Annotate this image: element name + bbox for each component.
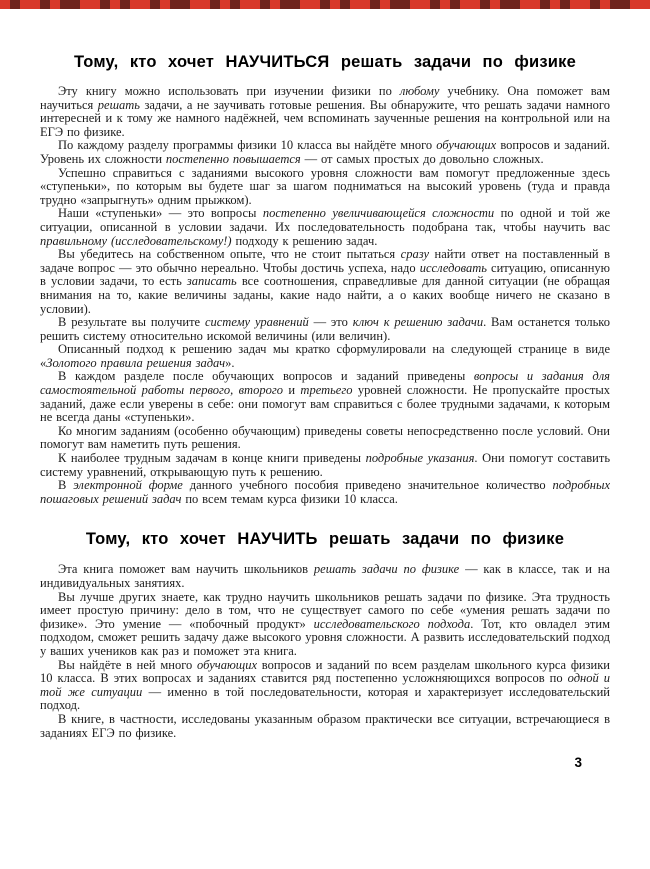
paragraph: К наиболее трудным задачам в конце книги приведены подробные указания. Они помогут составить систему уравнений, открывающую путь к решению. (40, 451, 611, 479)
section2-heading: Тому, кто хочет НАУЧИТЬ решать задачи по физике (85, 530, 565, 549)
checker-square (610, 0, 620, 9)
paragraph: Описанный подход к решению задач мы кратко сформулировали на следующей странице в виде «Золотого правила решения задач». (40, 342, 610, 370)
paragraph: Эту книгу можно использовать при изучении физики по любому учебнику. Она поможет вам научиться решать задачи, а не заучивать готовые решения. Вы обнаружите, что решать задачи намного интересней и к тому же намного надёжней, чем вспоминать заученные решения на контрольной или на ЕГЭ по физике. (40, 84, 610, 139)
paragraph: Вы найдёте в ней много обучающих вопросов и заданий по всем разделам школьного курса физики 10 класса. В этих вопросах и заданиях ставится ряд постепенно усложняющихся вопросов по одной и той же ситуации — именно в той последовательности, которая и характеризует исследовательский подход. (40, 657, 610, 713)
paragraph: По каждому разделу программы физики 10 класса вы найдёте много обучающих вопросов и заданий. Уровень их сложности постепенно повышается — от самых простых до довольно сложных. (40, 138, 611, 166)
section2-paragraphs (40, 563, 610, 740)
paragraph: Ко многим заданиям (особенно обучающим) приведены советы непосредственно после условий. Они помогут вам наметить путь решения. (40, 423, 610, 452)
paragraph: В электронной форме данного учебного пособия приведено значительное количество подробных пошаговых решений задач по всем темам курса физики 10 класса. (40, 478, 610, 506)
paragraph: В результате вы получите систему уравнений — это ключ к решению задачи. Вам останется только решить систему относительно искомой величины (или величин). (40, 315, 610, 343)
paragraph: Наши «ступеньки» — это вопросы постепенно увеличивающейся сложности по одной и той же ситуации, описанной в условии задачи. Их последовательность подобрана так, чтобы научить вас правильному (исследовательскому!) подходу к решению задач. (40, 206, 611, 248)
paragraph: Вы лучше других знаете, как трудно научить школьников решать задачи по физике. Эта трудность имеет простую причину: дело в том, что не существует самого по себе «умения решать задачи по физике». Это умение — «побочный продукт» исследовательского подхода. Тот, кто овладел этим подходом, сможет решить задачу даже высокого уровня сложности. А развить исследовательский подход у ваших учеников как раз и поможет эта книга. (40, 589, 610, 658)
page-number: 3 (574, 755, 582, 771)
checker-square (640, 0, 650, 9)
checker-square (630, 0, 640, 9)
paragraph: Успешно справиться с заданиями высокого уровня сложности вам помогут предложенные здесь «ступеньки», по которым вы будете шаг за шагом подниматься на высокий уровень (туда и правда трудно «запрыгнуть» одним прыжком). (40, 165, 610, 207)
section1-paragraphs (40, 85, 610, 506)
checker-square (30, 0, 40, 9)
section1-heading: Тому, кто хочет НАУЧИТЬСЯ решать задачи по физике (74, 53, 576, 71)
paragraph: Вы убедитесь на собственном опыте, что не стоит пытаться сразу найти ответ на поставленный в задаче вопрос — это обычно нереально. Чтобы достичь успеха, надо исследовать ситуацию, описанную в условии задачи, то есть записать все соотношения, справедливые для данной ситуации (не обращая внимания на то, какие величины заданы, какие надо найти, а о каких вообще ничего не сказано в условии). (40, 247, 611, 316)
checker-square (10, 0, 20, 9)
checker-square (620, 0, 630, 9)
checker-square (20, 0, 30, 9)
paragraph: В каждом разделе после обучающих вопросов и заданий приведены вопросы и задания для самостоятельной работы первого, второго и третьего уровней сложности. Не пропускайте простых заданий, даже если уверены в себе: они помогут вам справиться с более трудными задачами, к которым не всегда даны «ступеньки». (40, 369, 610, 425)
book-page (40, 0, 610, 770)
paragraph: Эта книга поможет вам научить школьников решать задачи по физике — как в классе, так и на индивидуальных занятиях. (40, 562, 610, 590)
checker-square (0, 0, 10, 9)
paragraph: В книге, в частности, исследованы указанным образом практически все ситуации, встречающиеся в заданиях ЕГЭ по физике. (40, 711, 610, 740)
